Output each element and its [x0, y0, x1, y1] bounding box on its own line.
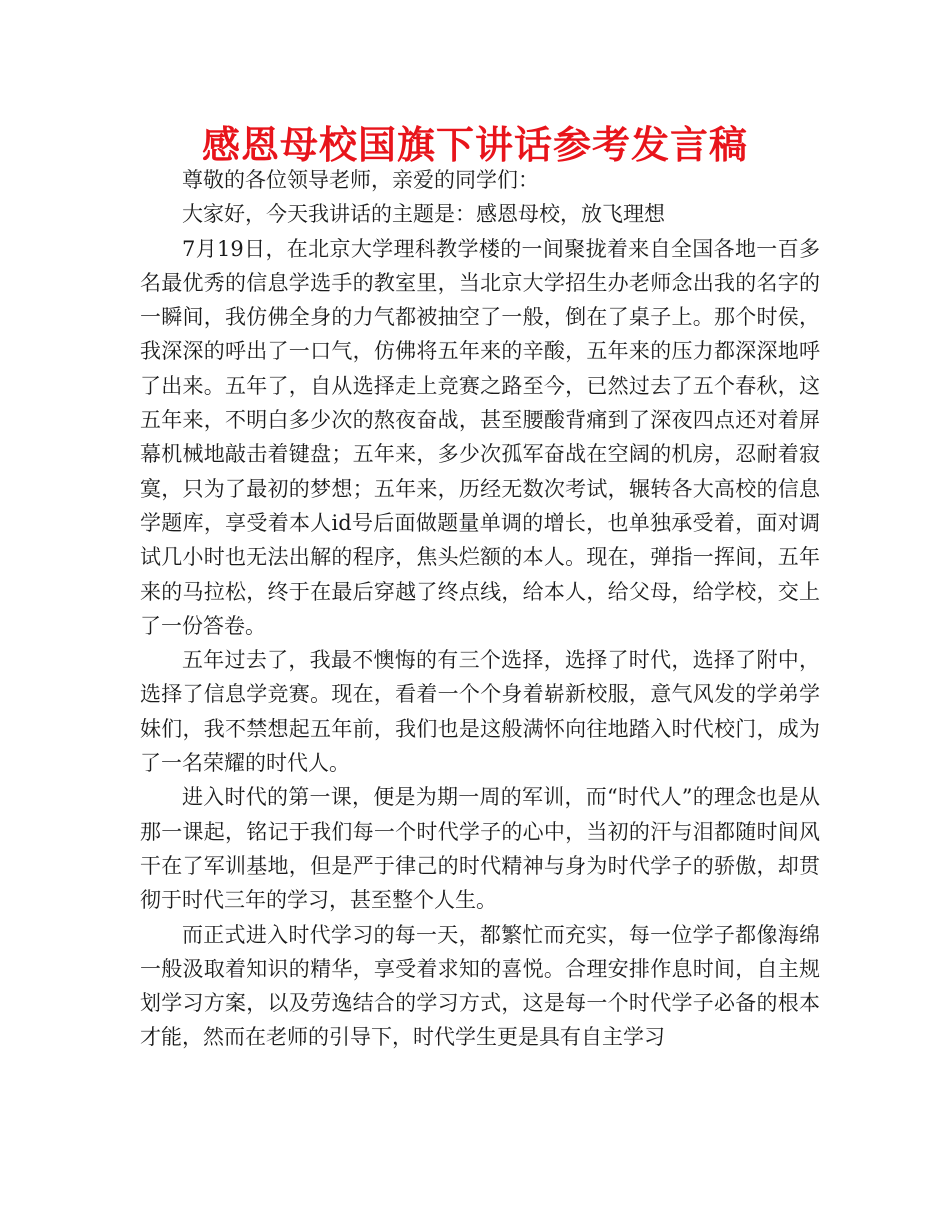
salutation-paragraph: 尊敬的各位领导老师，亲爱的同学们：: [182, 168, 539, 192]
body-paragraph: 7月19日，在北京大学理科教学楼的一间聚拢着来自全国各地一百多名最优秀的信息学选手的教室里，当北京大学招生办老师念出我的名字的一瞬间，我仿佛全身的力气都被抽空了一般，倒在了桌子上。那个时侯，我深深的呼出了一口气，仿佛将五年来的辛酸，五年来的压力都深深地呼了出来。五年了，自从选择走上竞赛之路至今，已然过去了五个春秋，这五年来，不明白多少次的熬夜奋战，甚至腰酸背痛到了深夜四点还对着屏幕机械地敲击着键盘；五年来，多少次孤军奋战在空阔的机房，忍耐着寂寞，只为了最初的梦想；五年来，历经无数次考试，辗转各大高校的信息学题库，享受着本人id号后面做题量单调的增长，也单独承受着，面对调试几小时也无法出解的程序，焦头烂额的本人。现在，弹指一挥间，五年来的马拉松，终于在最后穿越了终点线，给本人，给父母，给学校，交上了一份答卷。: [140, 236, 820, 638]
greeting-paragraph: 大家好，今天我讲话的主题是：感恩母校，放飞理想: [182, 202, 665, 227]
body-paragraph: 而正式进入时代学习的每一天，都繁忙而充实，每一位学子都像海绵一般汲取着知识的精华，享受着求知的喜悦。合理安排作息时间，自主规划学习方案，以及劳逸结合的学习方式，这是每一个时代学子必备的根本才能，然而在老师的引导下，时代学生更是具有自主学习: [140, 922, 820, 1050]
document-title: 感恩母校国旗下讲话参考发言稿: [201, 123, 748, 167]
body-paragraph: 进入时代的第一课，便是为期一周的军训，而“时代人”的理念也是从那一课起，铭记于我们每一个时代学子的心中，当初的汗与泪都随时间风干在了军训基地，但是严于律己的时代精神与身为时代学子的骄傲，却贯彻于时代三年的学习，甚至整个人生。: [140, 785, 820, 913]
body-paragraph: 五年过去了，我最不懊悔的有三个选择，选择了时代，选择了附中，选择了信息学竞赛。现在，看着一个个身着崭新校服，意气风发的学弟学妹们，我不禁想起五年前，我们也是这般满怀向往地踏入时代校门，成为了一名荣耀的时代人。: [140, 648, 820, 776]
document-body: [140, 163, 820, 1055]
